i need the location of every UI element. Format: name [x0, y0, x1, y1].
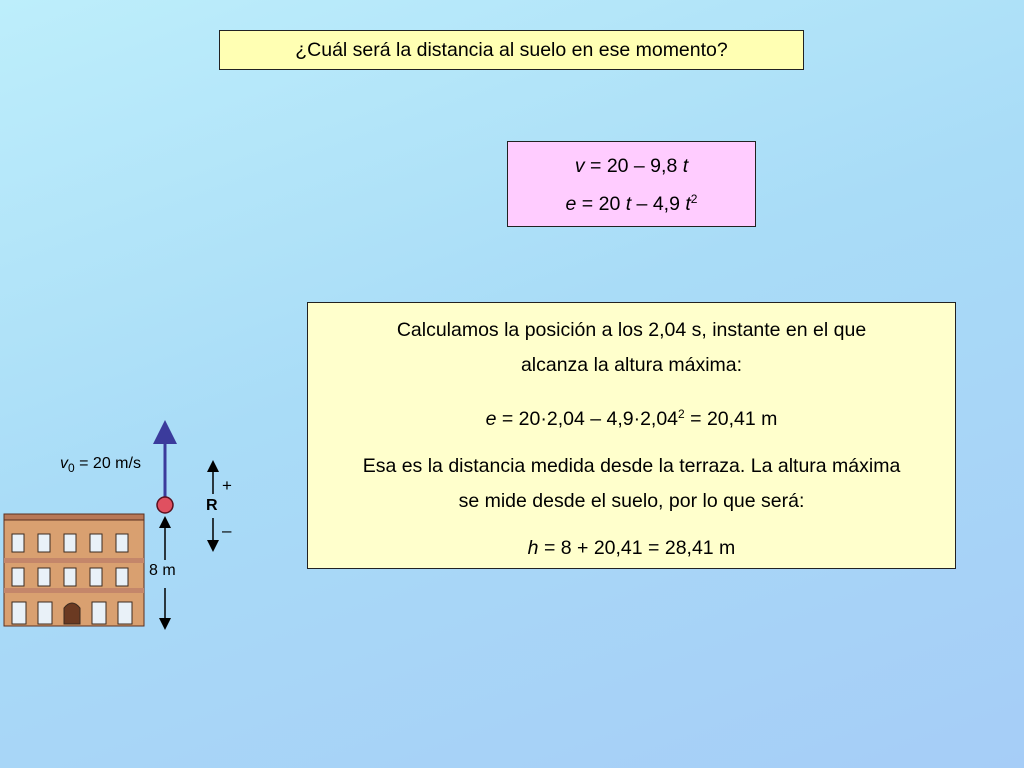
v0-subscript: 0	[68, 461, 75, 475]
v-t-var: t	[682, 155, 689, 177]
formula2-var: h	[527, 537, 539, 559]
e-t2-var: t	[685, 193, 691, 215]
v0-var: v	[60, 455, 68, 472]
formula2-rest: = 8 + 20,41 = 28,41 m	[538, 537, 736, 559]
reference-label: R	[206, 497, 218, 514]
formula1-var: e	[485, 408, 497, 430]
formula1-a: = 20·2,04 – 4,9·2,04	[496, 408, 679, 430]
ball-icon	[157, 497, 173, 513]
formula1-exponent: 2	[678, 407, 685, 421]
solution-line-1: Calculamos la posición a los 2,04 s, instante en el que	[396, 319, 867, 341]
e-t-var: t	[625, 193, 632, 215]
positive-sign: +	[222, 476, 232, 495]
question-text: ¿Cuál será la distancia al suelo en ese momento?	[295, 39, 728, 61]
negative-sign: –	[222, 521, 232, 540]
v-rhs: = 20 – 9,8	[584, 155, 683, 177]
e-var: e	[565, 193, 577, 215]
solution-line-2: alcanza la altura máxima:	[520, 354, 743, 376]
building-icon	[4, 514, 144, 626]
e-rhs: = 20	[576, 193, 626, 215]
solution-line-3: Esa es la distancia medida desde la terraza. La altura máxima	[362, 455, 901, 477]
v-var: v	[574, 155, 585, 177]
solution-line-4: se mide desde el suelo, por lo que será:	[458, 490, 805, 512]
height-label: 8 m	[149, 562, 176, 579]
initial-velocity-label	[60, 455, 141, 475]
v0-value: = 20 m/s	[74, 455, 141, 472]
formula1-b: = 20,41 m	[684, 408, 778, 430]
e-rhs2: – 4,9	[631, 193, 686, 215]
e-exponent: 2	[690, 192, 698, 206]
